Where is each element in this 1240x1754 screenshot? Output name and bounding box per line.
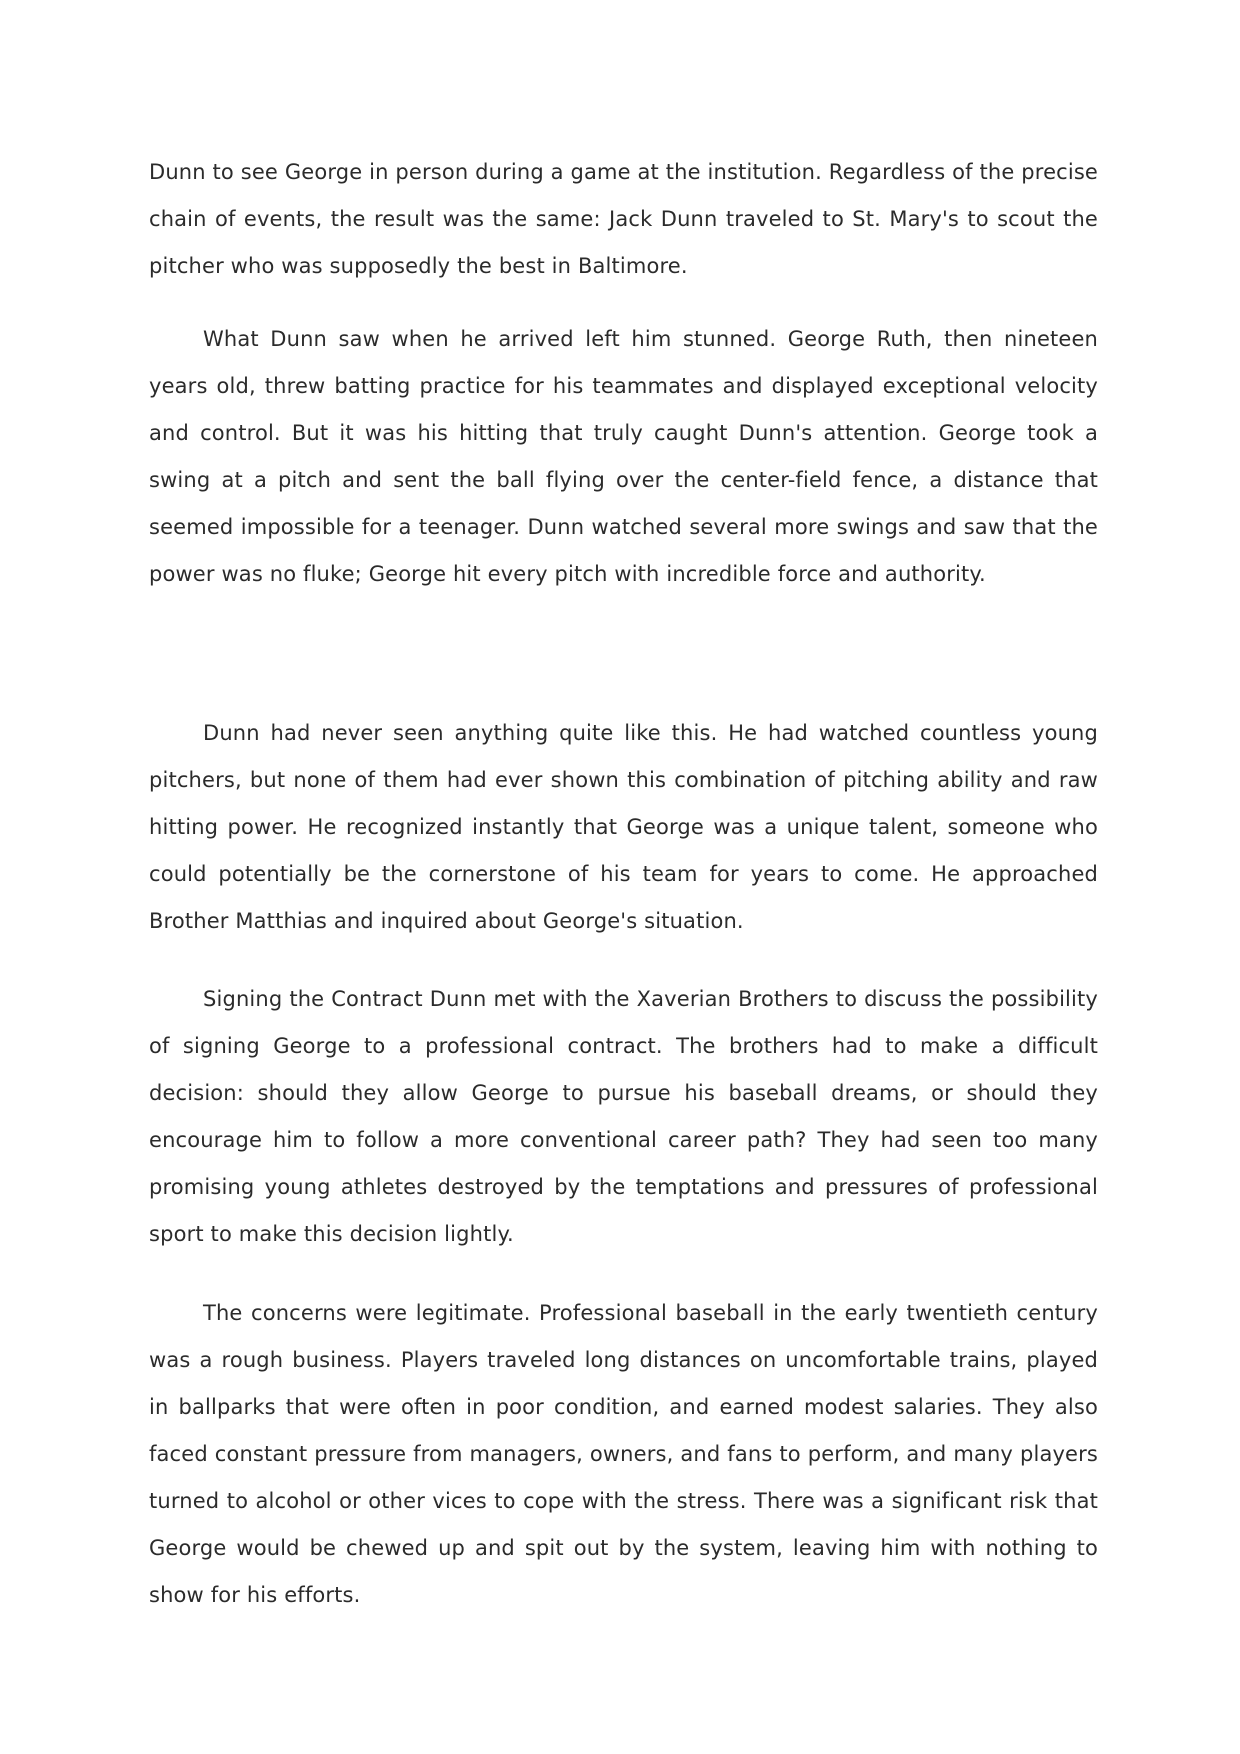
paragraph-concerns	[149, 1290, 1098, 1619]
paragraph-continuation	[149, 149, 1098, 290]
paragraph-dunn-saw	[149, 316, 1098, 598]
paragraph-text: The concerns were legitimate. Professional baseball in the early twentieth century was a rough business. Players traveled long distances on uncomfortable trains, played in ballparks that were often in poor condition, and earned modest salaries. They also faced constant pressure from managers, owners, and fans to perform, and many players turned to alcohol or other vices to cope with the stress. There was a significant risk that George would be chewed up and spit out by the system, leaving him with nothing to show for his efforts.	[149, 1301, 1098, 1607]
paragraph-text: Signing the Contract Dunn met with the Xaverian Brothers to discuss the possibility of signing George to a professional contract. The brothers had to make a difficult decision: should they allow George to pursue his baseball dreams, or should they encourage him to follow a more conventional career path? They had seen too many promising young athletes destroyed by the temptations and pressures of professional sport to make this decision lightly.	[149, 987, 1098, 1246]
paragraph-text: Dunn had never seen anything quite like this. He had watched countless young pitchers, but none of them had ever shown this combination of pitching ability and raw hitting power. He recognized instantly that George was a unique talent, someone who could potentially be the cornerstone of his team for years to come. He approached Brother Matthias and inquired about George's situation.	[149, 721, 1098, 933]
paragraph-signing-contract	[149, 976, 1098, 1258]
paragraph-never-seen	[149, 710, 1098, 945]
paragraph-text: Dunn to see George in person during a game at the institution. Regardless of the precise chain of events, the result was the same: Jack Dunn traveled to St. Mary's to scout the pitcher who was supposedly the best in Baltimore.	[149, 160, 1098, 278]
paragraph-text: What Dunn saw when he arrived left him stunned. George Ruth, then nineteen years old, threw batting practice for his teammates and displayed exceptional velocity and control. But it was his hitting that truly caught Dunn's attention. George took a swing at a pitch and sent the ball flying over the center-field fence, a distance that seemed impossible for a teenager. Dunn watched several more swings and saw that the power was no fluke; George hit every pitch with incredible force and authority.	[149, 327, 1098, 586]
